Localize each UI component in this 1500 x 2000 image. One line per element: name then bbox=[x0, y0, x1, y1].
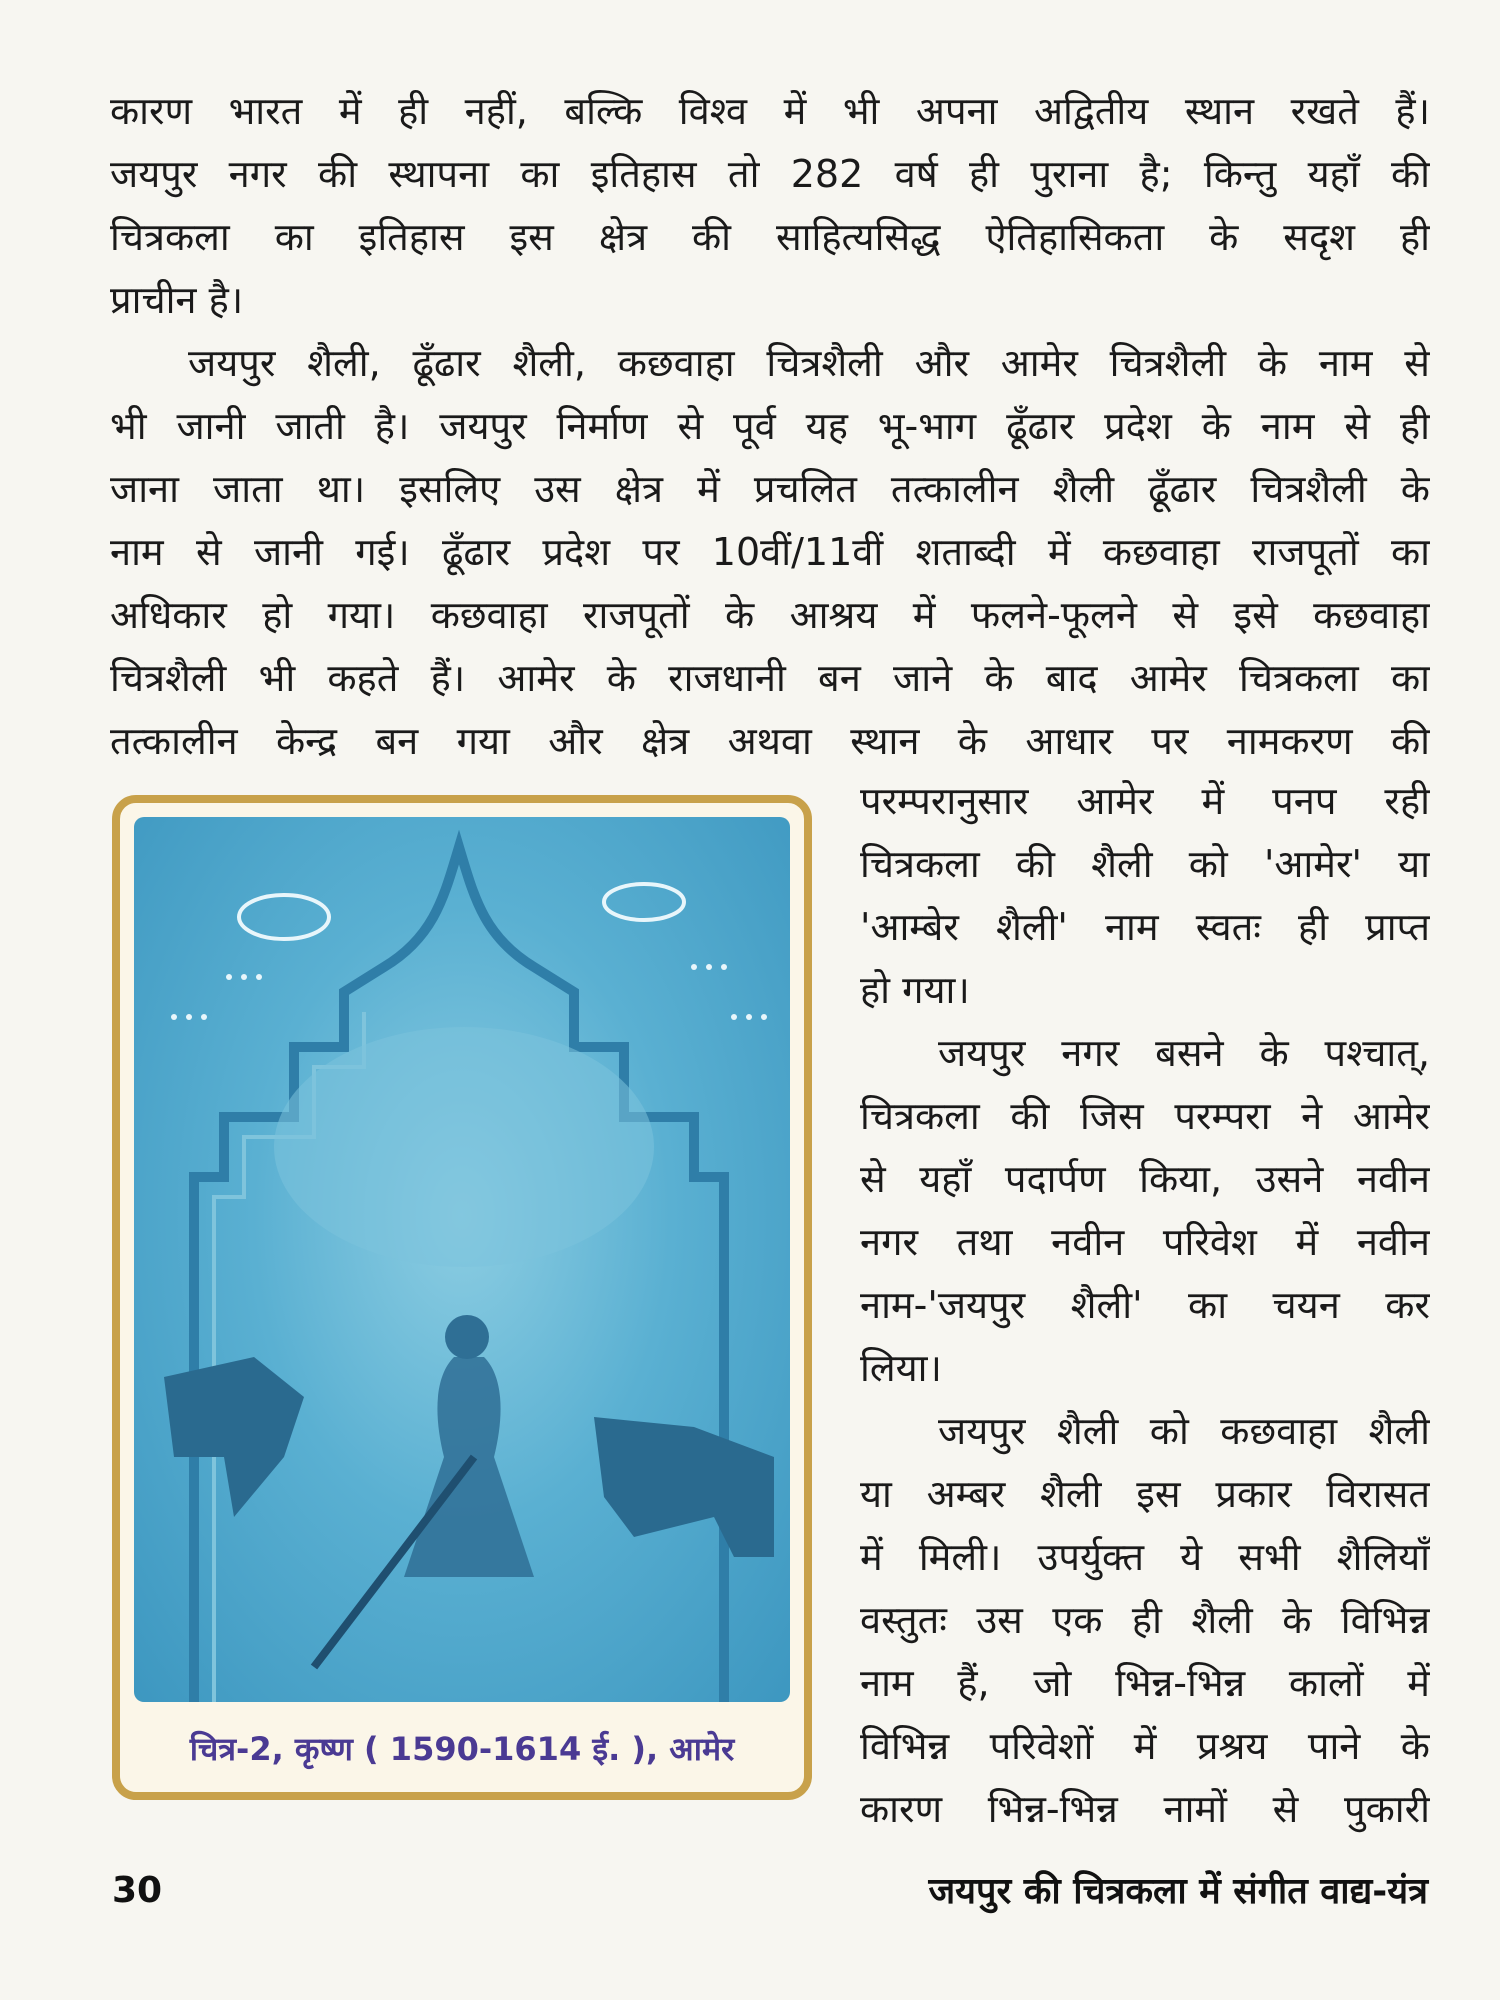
text-line: चित्रकला की जिस परम्परा ने आमेर bbox=[860, 1094, 1430, 1138]
text-line: या अम्बर शैली इस प्रकार विरासत bbox=[860, 1472, 1430, 1516]
text-line: नगर तथा नवीन परिवेश में नवीन bbox=[860, 1220, 1430, 1264]
figure-caption: चित्र-2, कृष्ण ( 1590-1614 ई. ), आमेर bbox=[189, 1729, 735, 1768]
text-line: विभिन्न परिवेशों में प्रश्रय पाने के bbox=[860, 1724, 1430, 1768]
text-line: प्राचीन है। bbox=[110, 278, 244, 322]
text-line: वस्तुतः उस एक ही शैली के विभिन्न bbox=[860, 1598, 1430, 1642]
dot-pattern bbox=[171, 964, 767, 1020]
text-line: चित्रशैली भी कहते हैं। आमेर के राजधानी बन जाने के बाद आमेर चित्रकला का bbox=[110, 656, 1430, 700]
running-footer-title: जयपुर की चित्रकला में संगीत वाद्य-यंत्र bbox=[928, 1871, 1428, 1912]
text-line: नाम हैं, जो भिन्न-भिन्न कालों में bbox=[860, 1661, 1430, 1705]
text-line: लिया। bbox=[860, 1346, 942, 1390]
page-number: 30 bbox=[112, 1870, 163, 1911]
text-line: परम्परानुसार आमेर में पनप रही bbox=[860, 779, 1430, 823]
cow-left-icon bbox=[164, 1357, 304, 1517]
text-line: जयपुर शैली, ढूँढार शैली, कछवाहा चित्रशैली और आमेर चित्रशैली के नाम से bbox=[188, 341, 1430, 385]
krishna-painting-illustration bbox=[134, 817, 790, 1702]
text-line: जयपुर नगर बसने के पश्चात्, bbox=[938, 1031, 1430, 1075]
text-line: कारण भिन्न-भिन्न नामों से पुकारी bbox=[860, 1787, 1430, 1831]
text-line: हो गया। bbox=[860, 968, 970, 1012]
text-line: जाना जाता था। इसलिए उस क्षेत्र में प्रचलित तत्कालीन शैली ढूँढार चित्रशैली के bbox=[110, 467, 1430, 511]
text-line: भी जानी जाती है। जयपुर निर्माण से पूर्व यह भू-भाग ढूँढार प्रदेश के नाम से ही bbox=[110, 404, 1430, 448]
tree-canopy bbox=[274, 1027, 654, 1267]
figure-frame bbox=[112, 795, 812, 1800]
body-text-top bbox=[110, 80, 1430, 773]
text-line: जयपुर शैली को कछवाहा शैली bbox=[938, 1409, 1430, 1453]
bird-right-icon bbox=[604, 884, 684, 920]
text-line: में मिली। उपर्युक्त ये सभी शैलियाँ bbox=[860, 1535, 1430, 1579]
text-line: कारण भारत में ही नहीं, बल्कि विश्व में भी अपना अद्वितीय स्थान रखते हैं। bbox=[110, 89, 1430, 133]
text-line: अधिकार हो गया। कछवाहा राजपूतों के आश्रय में फलने-फूलने से इसे कछवाहा bbox=[110, 593, 1430, 637]
bird-left-icon bbox=[239, 895, 329, 939]
text-line: से यहाँ पदार्पण किया, उसने नवीन bbox=[860, 1157, 1430, 1201]
krishna-head bbox=[445, 1315, 489, 1359]
cow-right-icon bbox=[594, 1417, 774, 1557]
text-line: नाम-'जयपुर शैली' का चयन कर bbox=[860, 1283, 1430, 1327]
body-text-side bbox=[860, 770, 1430, 1841]
text-line: नाम से जानी गई। ढूँढार प्रदेश पर 10वीं/11वीं शताब्दी में कछवाहा राजपूतों का bbox=[110, 530, 1430, 574]
text-line: जयपुर नगर की स्थापना का इतिहास तो 282 वर्ष ही पुराना है; किन्तु यहाँ की bbox=[110, 152, 1430, 196]
text-line: चित्रकला की शैली को 'आमेर' या bbox=[860, 842, 1430, 886]
text-line: चित्रकला का इतिहास इस क्षेत्र की साहित्यसिद्ध ऐतिहासिकता के सदृश ही bbox=[110, 215, 1430, 259]
text-line: 'आम्बेर शैली' नाम स्वतः ही प्राप्त bbox=[860, 905, 1430, 949]
painting-svg bbox=[134, 817, 790, 1702]
text-line: तत्कालीन केन्द्र बन गया और क्षेत्र अथवा स्थान के आधार पर नामकरण की bbox=[110, 719, 1430, 763]
